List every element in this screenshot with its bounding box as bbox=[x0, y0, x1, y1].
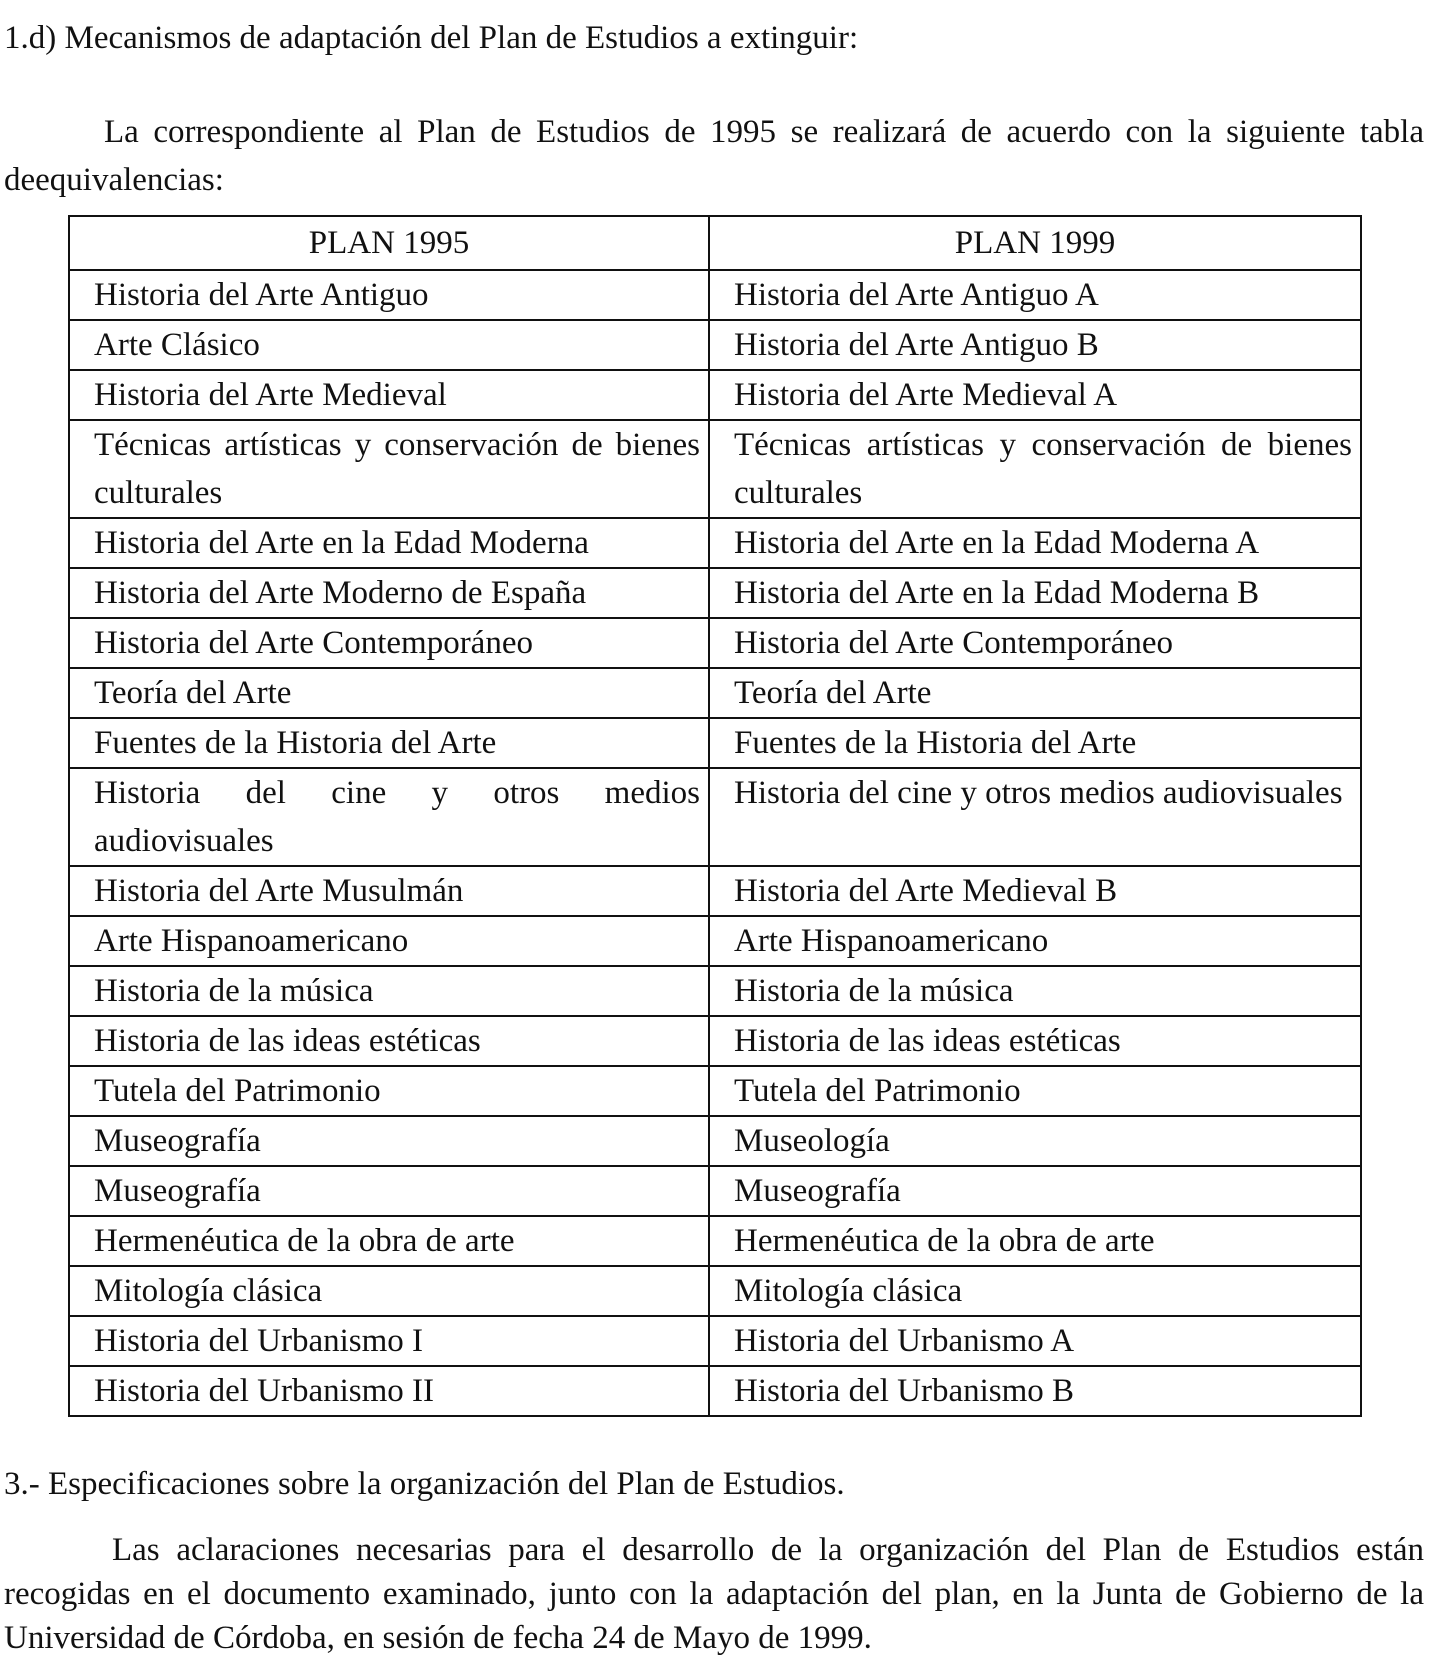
plan-1995-cell: Historia del Arte en la Edad Moderna bbox=[69, 518, 709, 568]
table-row bbox=[69, 718, 1361, 768]
table-row bbox=[69, 270, 1361, 320]
table-row bbox=[69, 1116, 1361, 1166]
plan-1999-cell: Historia de la música bbox=[709, 966, 1361, 1016]
table-row bbox=[69, 1216, 1361, 1266]
table-row bbox=[69, 966, 1361, 1016]
plan-1999-cell: Historia del cine y otros medios audiovisuales bbox=[709, 768, 1361, 866]
plan-1995-cell: Museografía bbox=[69, 1166, 709, 1216]
plan-1995-cell: Arte Clásico bbox=[69, 320, 709, 370]
table-header-row bbox=[69, 216, 1361, 270]
plan-1995-cell: Historia del Arte Musulmán bbox=[69, 866, 709, 916]
plan-1999-cell: Historia del Urbanismo A bbox=[709, 1316, 1361, 1366]
equivalence-table-wrapper bbox=[68, 215, 1360, 1417]
plan-1995-cell: Tutela del Patrimonio bbox=[69, 1066, 709, 1116]
table-row bbox=[69, 866, 1361, 916]
plan-1995-cell: Mitología clásica bbox=[69, 1266, 709, 1316]
plan-1995-cell: Teoría del Arte bbox=[69, 668, 709, 718]
table-row bbox=[69, 370, 1361, 420]
plan-1995-cell: Museografía bbox=[69, 1116, 709, 1166]
closing-paragraph: Las aclaraciones necesarias para el desarrollo de la organización del Plan de Estudios están recogidas en el documento examinado, junto con la adaptación del plan, en la Junta de Gobierno de la Universidad de Córdoba, en sesión de fecha 24 de Mayo de 1999. bbox=[4, 1532, 1424, 1656]
plan-1999-cell: Historia del Arte en la Edad Moderna A bbox=[709, 518, 1361, 568]
table-row bbox=[69, 320, 1361, 370]
plan-1995-cell: Historia del cine y otros medios audiovisuales bbox=[69, 768, 709, 866]
table-row bbox=[69, 568, 1361, 618]
plan-1999-cell: Hermenéutica de la obra de arte bbox=[709, 1216, 1361, 1266]
plan-1999-cell: Historia del Arte en la Edad Moderna B bbox=[709, 568, 1361, 618]
table-row bbox=[69, 768, 1361, 866]
plan-1999-cell: Historia de las ideas estéticas bbox=[709, 1016, 1361, 1066]
table-row bbox=[69, 1366, 1361, 1416]
plan-1999-cell: Arte Hispanoamericano bbox=[709, 916, 1361, 966]
plan-1995-cell: Historia del Urbanismo II bbox=[69, 1366, 709, 1416]
plan-1999-cell: Historia del Arte Antiguo A bbox=[709, 270, 1361, 320]
intro-paragraph: La correspondiente al Plan de Estudios de 1995 se realizará de acuerdo con la siguiente tabla deequivalencias: bbox=[4, 114, 1424, 198]
table-row bbox=[69, 1266, 1361, 1316]
plan-1995-cell: Hermenéutica de la obra de arte bbox=[69, 1216, 709, 1266]
table-row bbox=[69, 1316, 1361, 1366]
plan-1999-cell: Historia del Arte Contemporáneo bbox=[709, 618, 1361, 668]
plan-1999-cell: Técnicas artísticas y conservación de bienes culturales bbox=[709, 420, 1361, 518]
equivalence-table bbox=[68, 215, 1362, 1417]
plan-1995-cell: Historia del Arte Antiguo bbox=[69, 270, 709, 320]
plan-1999-cell: Historia del Arte Medieval A bbox=[709, 370, 1361, 420]
section-3-heading: 3.- Especificaciones sobre la organización del Plan de Estudios. bbox=[4, 1466, 845, 1502]
table-row bbox=[69, 1166, 1361, 1216]
plan-1995-cell: Historia del Arte Contemporáneo bbox=[69, 618, 709, 668]
section-heading: 1.d) Mecanismos de adaptación del Plan de Estudios a extinguir: bbox=[4, 20, 859, 56]
table-row bbox=[69, 916, 1361, 966]
plan-1995-cell: Historia de la música bbox=[69, 966, 709, 1016]
plan-1995-cell: Arte Hispanoamericano bbox=[69, 916, 709, 966]
plan-1999-cell: Teoría del Arte bbox=[709, 668, 1361, 718]
plan-1999-cell: Museología bbox=[709, 1116, 1361, 1166]
plan-1999-cell: Tutela del Patrimonio bbox=[709, 1066, 1361, 1116]
table-row bbox=[69, 668, 1361, 718]
table-row bbox=[69, 1066, 1361, 1116]
column-header-plan-1999: PLAN 1999 bbox=[709, 216, 1361, 270]
plan-1995-cell: Técnicas artísticas y conservación de bienes culturales bbox=[69, 420, 709, 518]
plan-1999-cell: Historia del Urbanismo B bbox=[709, 1366, 1361, 1416]
column-header-plan-1995: PLAN 1995 bbox=[69, 216, 709, 270]
plan-1995-cell: Historia del Arte Moderno de España bbox=[69, 568, 709, 618]
plan-1999-cell: Fuentes de la Historia del Arte bbox=[709, 718, 1361, 768]
table-row bbox=[69, 1016, 1361, 1066]
plan-1995-cell: Fuentes de la Historia del Arte bbox=[69, 718, 709, 768]
table-row bbox=[69, 518, 1361, 568]
table-row bbox=[69, 420, 1361, 518]
plan-1999-cell: Historia del Arte Antiguo B bbox=[709, 320, 1361, 370]
plan-1999-cell: Museografía bbox=[709, 1166, 1361, 1216]
plan-1995-cell: Historia del Arte Medieval bbox=[69, 370, 709, 420]
plan-1995-cell: Historia del Urbanismo I bbox=[69, 1316, 709, 1366]
plan-1995-cell: Historia de las ideas estéticas bbox=[69, 1016, 709, 1066]
plan-1999-cell: Mitología clásica bbox=[709, 1266, 1361, 1316]
table-row bbox=[69, 618, 1361, 668]
plan-1999-cell: Historia del Arte Medieval B bbox=[709, 866, 1361, 916]
